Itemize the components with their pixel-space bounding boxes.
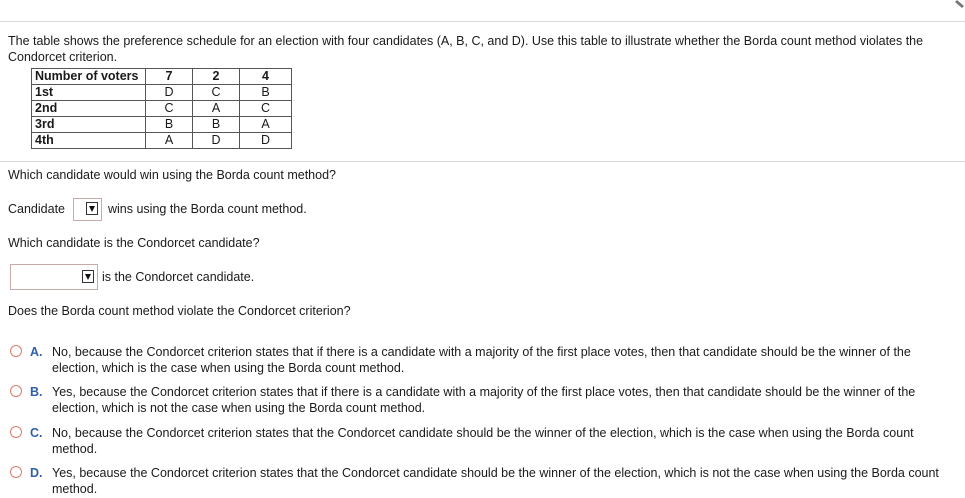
preference-table bbox=[31, 68, 292, 149]
question-prompt: The table shows the preference schedule for an election with four candidates (A, B, C, and D). Use this table to illustrate whether the Borda count method violates the Condorcet criterion. bbox=[8, 34, 924, 64]
option-a[interactable] bbox=[8, 344, 958, 378]
condorcet-suffix: is the Condorcet candidate. bbox=[102, 270, 255, 284]
table-cell: C bbox=[240, 101, 292, 117]
table-cell: C bbox=[146, 101, 193, 117]
radio-button[interactable] bbox=[10, 385, 22, 397]
voters-count: 2 bbox=[193, 69, 240, 85]
borda-question: Which candidate would win using the Borda count method? bbox=[8, 168, 336, 182]
section-divider bbox=[0, 161, 965, 162]
table-cell: A bbox=[193, 101, 240, 117]
radio-button[interactable] bbox=[10, 345, 22, 357]
rank-label: 1st bbox=[32, 85, 146, 101]
option-c[interactable] bbox=[8, 425, 958, 459]
option-text: Yes, because the Condorcet criterion states that if there is a candidate with a majority of the first place votes, then that candidate should be the winner of the election, which is not the case when using the Borda count method. bbox=[52, 385, 916, 415]
table-cell: D bbox=[193, 133, 240, 149]
rank-label: 3rd bbox=[32, 117, 146, 133]
option-text: No, because the Condorcet criterion states that if there is a candidate with a majority of the first place votes, then that candidate should be the winner of the election, which is the case when using the Borda count method. bbox=[52, 345, 911, 375]
condorcet-candidate-select[interactable] bbox=[10, 264, 98, 290]
table-row bbox=[32, 101, 292, 117]
option-b[interactable] bbox=[8, 384, 958, 418]
option-d[interactable] bbox=[8, 465, 958, 498]
option-text: Yes, because the Condorcet criterion states that the Condorcet candidate should be the winner of the election, which is not the case when using the Borda count method. bbox=[52, 466, 939, 496]
table-row bbox=[32, 85, 292, 101]
borda-winner-select[interactable] bbox=[73, 198, 102, 221]
chevron-down-icon bbox=[86, 202, 98, 215]
option-letter: B. bbox=[30, 385, 43, 399]
table-row bbox=[32, 133, 292, 149]
option-text: No, because the Condorcet criterion states that the Condorcet candidate should be the winner of the election, which is the case when using the Borda count method. bbox=[52, 426, 914, 456]
header-label: Number of voters bbox=[32, 69, 146, 85]
top-divider bbox=[0, 21, 965, 22]
table-cell: D bbox=[146, 85, 193, 101]
rank-label: 2nd bbox=[32, 101, 146, 117]
table-cell: A bbox=[240, 117, 292, 133]
table-cell: C bbox=[193, 85, 240, 101]
table-cell: B bbox=[146, 117, 193, 133]
borda-suffix: wins using the Borda count method. bbox=[108, 202, 307, 216]
borda-prefix: Candidate bbox=[8, 202, 65, 216]
table-cell: B bbox=[240, 85, 292, 101]
option-letter: A. bbox=[30, 345, 43, 359]
voters-count: 4 bbox=[240, 69, 292, 85]
voters-count: 7 bbox=[146, 69, 193, 85]
option-letter: D. bbox=[30, 466, 43, 480]
tool-icon bbox=[955, 0, 965, 8]
chevron-down-icon bbox=[82, 270, 94, 283]
violation-question: Does the Borda count method violate the Condorcet criterion? bbox=[8, 304, 351, 318]
table-cell: D bbox=[240, 133, 292, 149]
table-row bbox=[32, 117, 292, 133]
condorcet-question: Which candidate is the Condorcet candidate? bbox=[8, 236, 260, 250]
option-letter: C. bbox=[30, 426, 43, 440]
table-row bbox=[32, 69, 292, 85]
table-cell: B bbox=[193, 117, 240, 133]
table-cell: A bbox=[146, 133, 193, 149]
rank-label: 4th bbox=[32, 133, 146, 149]
radio-button[interactable] bbox=[10, 426, 22, 438]
radio-button[interactable] bbox=[10, 466, 22, 478]
